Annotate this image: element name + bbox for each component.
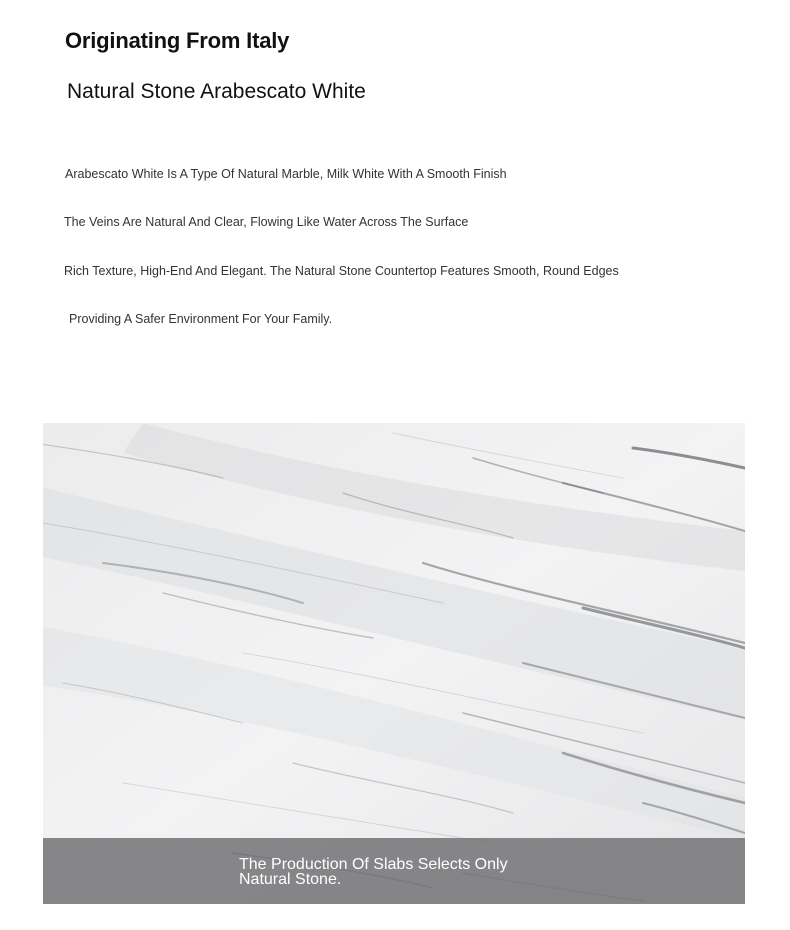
image-caption: The Production Of Slabs Selects Only Natural Stone. bbox=[239, 856, 508, 888]
description-line-2: The Veins Are Natural And Clear, Flowing Like Water Across The Surface bbox=[64, 215, 469, 229]
marble-texture-icon bbox=[43, 423, 745, 904]
caption-band bbox=[43, 838, 745, 904]
description-line-3: Rich Texture, High-End And Elegant. The Natural Stone Countertop Features Smooth, Round Edges bbox=[64, 264, 619, 278]
product-subtitle: Natural Stone Arabescato White bbox=[67, 80, 366, 103]
description-line-1: Arabescato White Is A Type Of Natural Marble, Milk White With A Smooth Finish bbox=[65, 167, 507, 181]
description-line-4: Providing A Safer Environment For Your Family. bbox=[69, 312, 333, 326]
page-title: Originating From Italy bbox=[65, 28, 290, 53]
marble-slab-image bbox=[43, 423, 745, 904]
